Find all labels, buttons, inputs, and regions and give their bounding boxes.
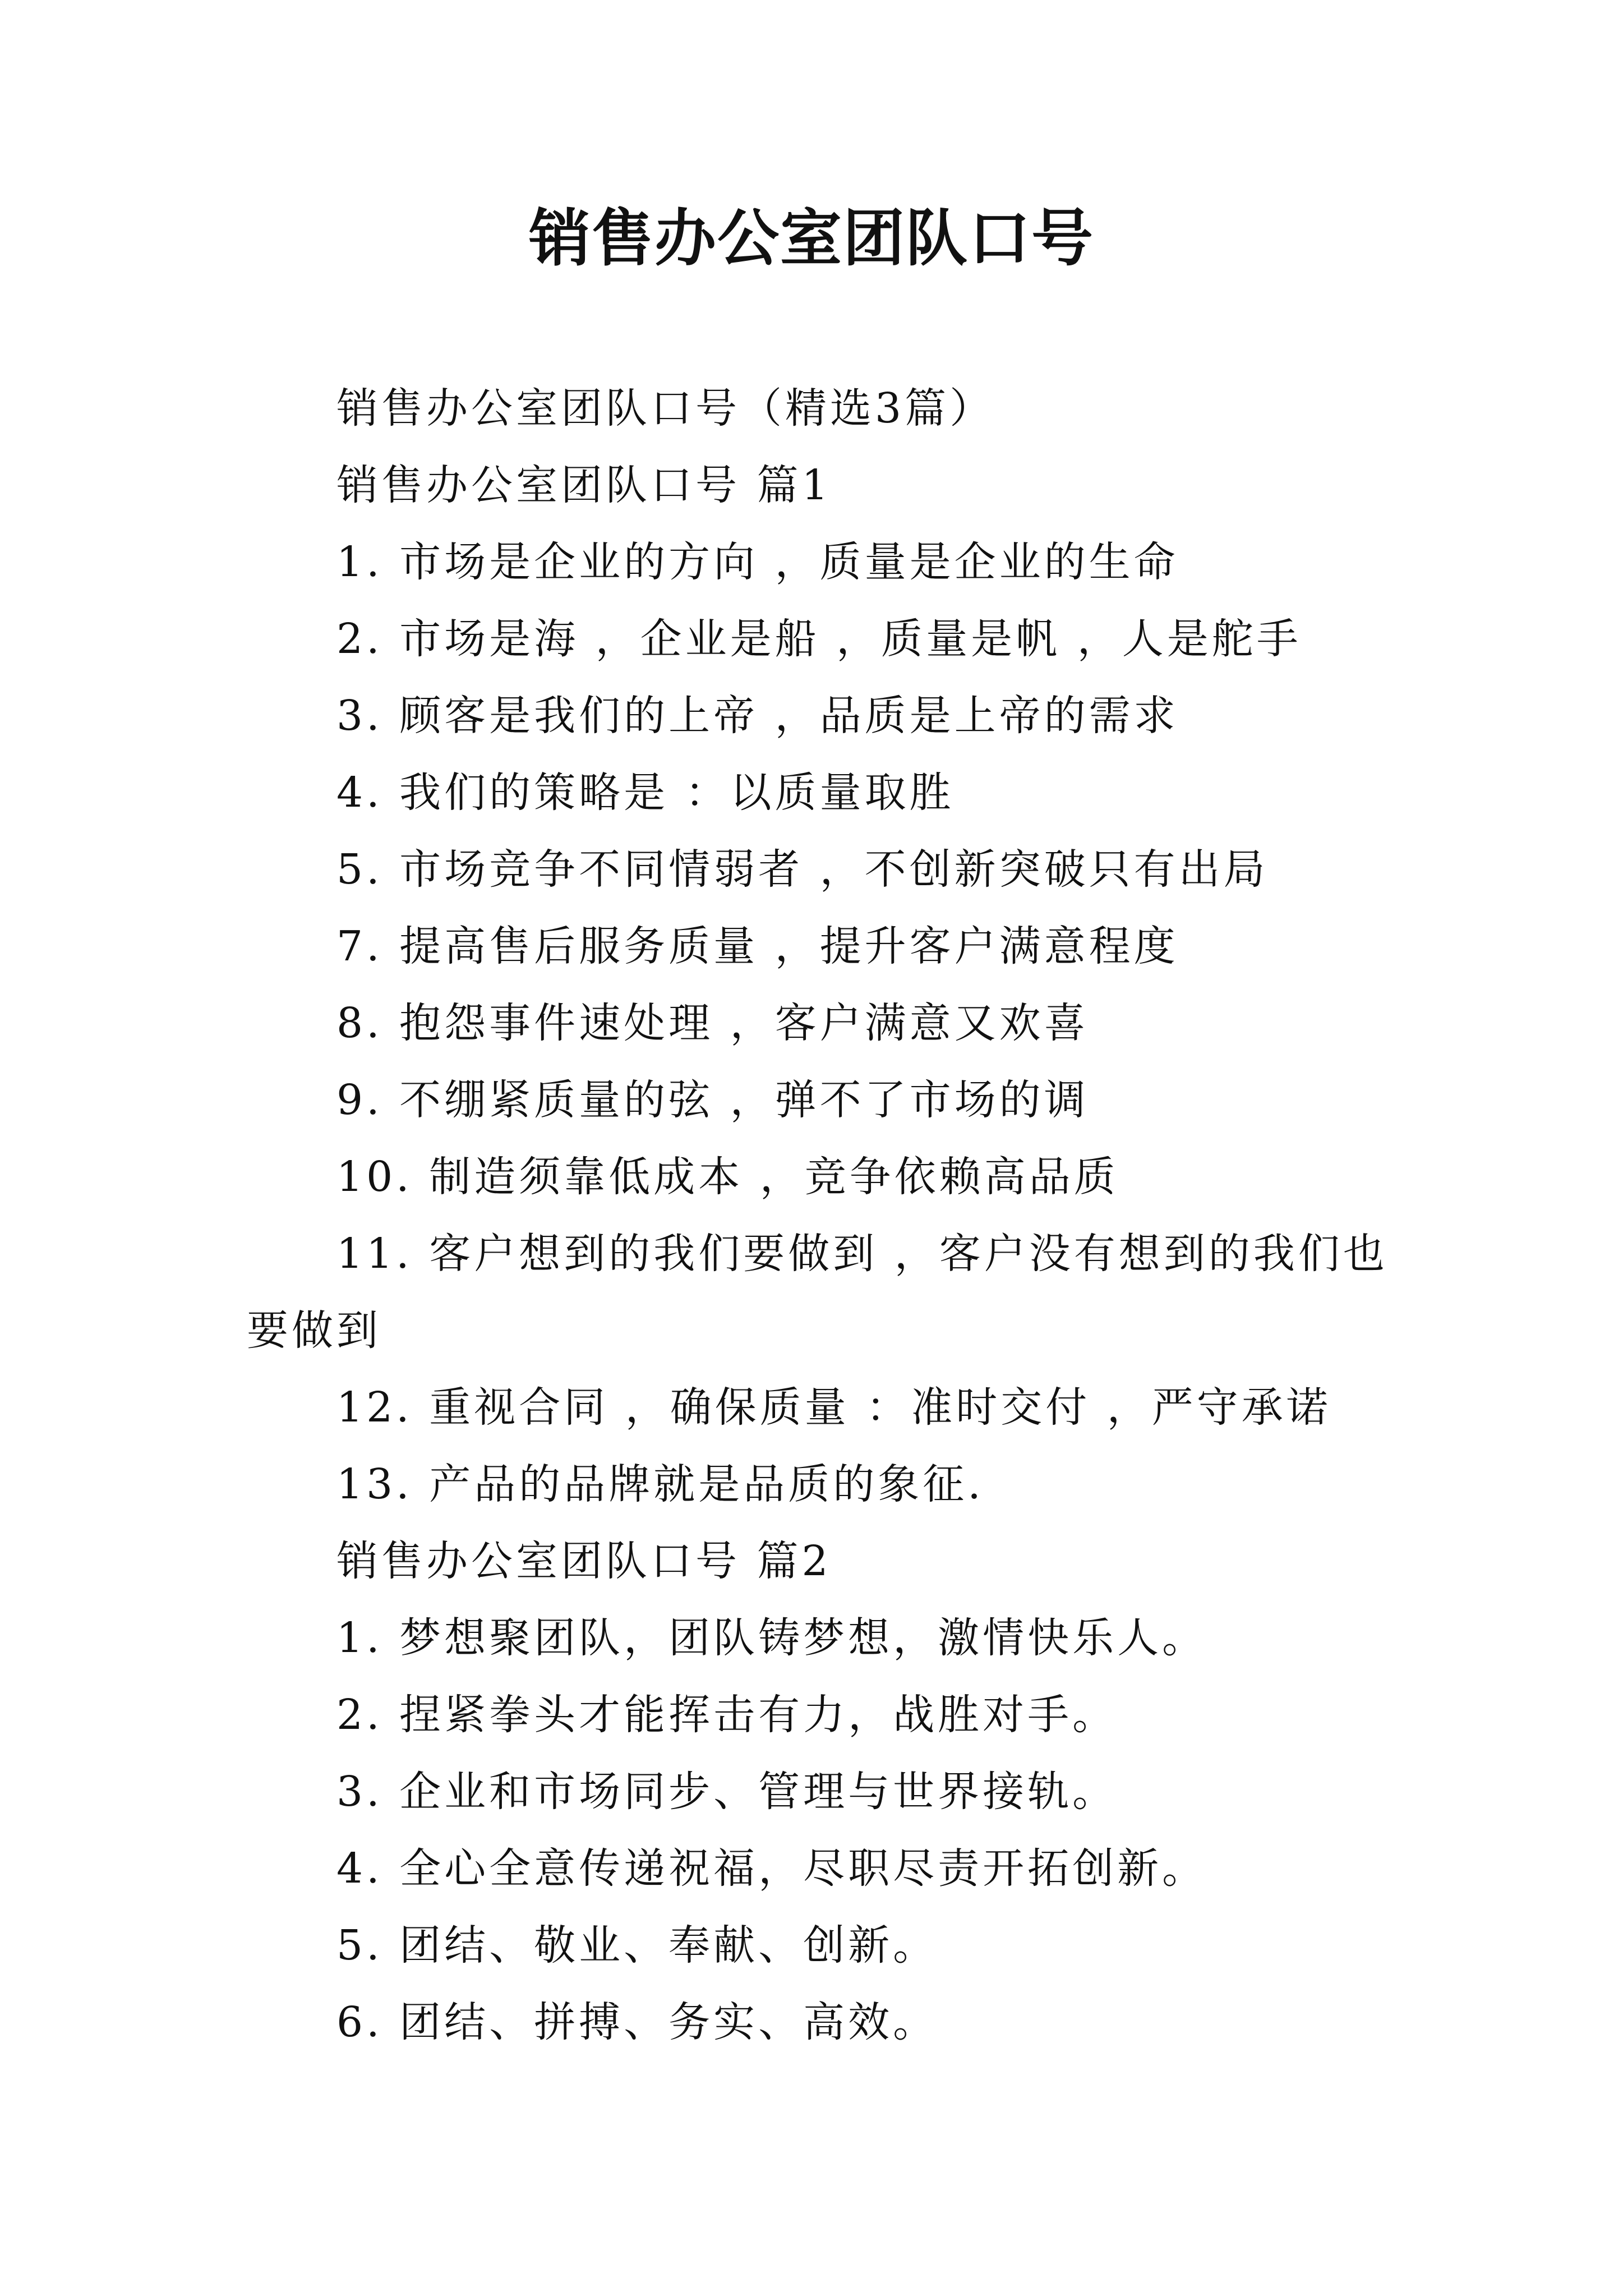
slogan-line: 2. 捏紧拳头才能挥击有力，战胜对手。 <box>336 1691 1118 1739</box>
section-heading: 销售办公室团队口号 篇2 <box>336 1537 832 1585</box>
document-title: 销售办公室团队口号 <box>529 203 1094 274</box>
slogan-line: 5. 团结、敬业、奉献、创新。 <box>336 1921 938 1970</box>
slogan-line: 1. 梦想聚团队，团队铸梦想，激情快乐人。 <box>336 1614 1207 1662</box>
slogan-line: 7. 提高售后服务质量 ，提升客户满意程度 <box>336 922 1179 970</box>
document-body <box>247 370 1402 2061</box>
slogan-line: 8. 抱怨事件速处理 ，客户满意又欢喜 <box>336 999 1089 1047</box>
slogan-line: 1. 市场是企业的方向 ，质量是企业的生命 <box>336 538 1179 586</box>
subtitle-line: 销售办公室团队口号（精选3篇） <box>336 384 995 432</box>
slogan-line: 13. 产品的品牌就是品质的象征. <box>336 1460 984 1508</box>
section-heading: 销售办公室团队口号 篇1 <box>336 461 832 509</box>
slogan-line: 6. 团结、拼搏、务实、高效。 <box>336 1998 938 2046</box>
slogan-line: 4. 我们的策略是 ：以质量取胜 <box>336 769 955 817</box>
slogan-line: 5. 市场竞争不同情弱者 ，不创新突破只有出局 <box>336 845 1269 894</box>
slogan-line: 4. 全心全意传递祝福，尽职尽责开拓创新。 <box>336 1844 1207 1893</box>
slogan-line: 9. 不绷紧质量的弦 ，弹不了市场的调 <box>336 1076 1089 1124</box>
slogan-line: 2. 市场是海 ，企业是船 ，质量是帆 ，人是舵手 <box>336 615 1302 663</box>
slogan-line: 3. 顾客是我们的上帝 ，品质是上帝的需求 <box>336 692 1179 740</box>
slogan-line: 10. 制造须靠低成本 ，竞争依赖高品质 <box>336 1153 1119 1201</box>
slogan-line-wrapped: 11. 客户想到的我们要做到 ，客户没有想到的我们也要做到 <box>247 1230 1388 1355</box>
slogan-line: 12. 重视合同 ，确保质量 ：准时交付 ，严守承诺 <box>336 1383 1331 1432</box>
slogan-line: 3. 企业和市场同步、管理与世界接轨。 <box>336 1768 1118 1816</box>
